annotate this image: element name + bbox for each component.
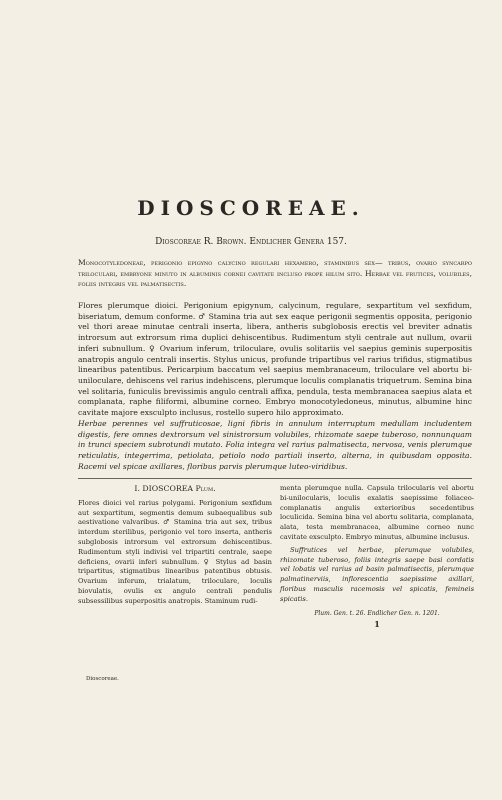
habit-paragraph: Herbae perennes vel suffruticosae, ligni fibris in annulum interruptum medullam includentem digestis, fere omnes dextrorsum vel sinistrorsum volubiles, rhizomate saepe tuberoso, nonnunquam in trunci speciem subrotundi mutato. Folia integra vel rarius palmatisecta, nervosa, venis plerumque reticulatis, integerrima, petiolata, petiolo nodo partiali inserto, alterna, in quibusdam opposita. Racemi vel spicae axillares, floribus parvis plerumque luteo-viridibus. xyxy=(78,419,472,471)
left-column xyxy=(78,484,272,607)
genus-heading: I. DIOSCOREA Plum. xyxy=(134,484,216,493)
left-column-text: Flores dioici vel rarius polygami. Perigonium sexfidum aut sexpartitum, segmentis demum subaequalibus sub aestivatione valvaribus. ♂ Stamina tria aut sex, tribus interdum sterilibus, perigonio vel toro inserta, antheris subglobosis introrsum vel extrorsum dehiscentibus. Rudimentum styli indivisi vel tripartiti centrale, saepe deficiens, ovarii inferi subnullum. ♀ Stylus ad basin tripartitus, stigmatibus linearibus patentibus obtusis. Ovarium inferum, trialatum, triloculare, loculis biovulatis, ovulis ex angulo centrali pendulis subsessilibus superpositis anatropis. Staminum rudi- xyxy=(78,498,272,605)
intro-paragraph: Monocotyledoneae, perigonio epigyno calycino regulari hexamero, staminibus sex— tribus, ovario syncarpo triloculari, embryone minuto in albuminis cornei cavitate incluso prope hilum sito. Herbae vel frutices, volubiles, foliis integris vel palmatisectis. xyxy=(78,258,472,289)
page-number: 1 xyxy=(374,619,380,630)
catchword: Dioscoreae. xyxy=(86,676,119,682)
page-title: DIOSCOREAE. xyxy=(137,196,365,220)
genus-citation: Plum. Gen. t. 26. Endlicher Gen. n. 1201. xyxy=(314,609,440,617)
subtitle: Dioscoreae R. Brown. Endlicher Genera 157. xyxy=(155,237,347,247)
section-divider xyxy=(78,478,472,479)
description-paragraph: Flores plerumque dioici. Perigonium epigynum, calycinum, regulare, sexpartitum vel sexfidum, biseriatum, demum conforme. ♂ Stamina tria aut sex eaque perigonii segmentis opposita, perigonio vel thori areae minutae centrali inserta, libera, antheris subglobosis erectis vel breviter adnatis introrsum aut extrorsum rima duplici dehiscentibus. Rudimentum styli centrale aut nullum, ovarii inferi subnullum. ♀ Ovarium inferum, triloculare, ovulis solitariis vel saepius geminis superpositis anatropis angulo centrali insertis. Stylus unicus, profunde tripartibus vel rarius trifidus, stigmatibus linearibus patentibus. Pericarpium baccatum vel saepius membranaceum, triloculare vel abortu bi-uniloculare, dehiscens vel rarius indehiscens, plerumque loculis complanatis triquetrum. Semina bina vel solitaria, funiculis brevissimis angulo centrali affixa, pendula, testa membranacea saepius alata et complanata, raphe filiformi, albumine corneo. Embryo monocotyledoneus, minutus, albumine hinc cavitate majore exsculpto inclusus, rostello supero hilo approximato. xyxy=(78,301,472,418)
right-column-text-1: menta plerumque nulla. Capsula trilocularis vel abortu bi-unilocularis, loculis exalatis saepissime foliaceo-complanatis angulis exterioribus secedentibus loculicida. Semina bina vel abortu solitaria, complanata, alata, testa membranacea, albumine corneo nunc cavitate exsculpto. Embryo minutus, albumine inclusus. xyxy=(280,484,474,541)
right-column-text-2: Suffrutices vel herbae, plerumque volubiles, rhizomate tuberoso, foliis integris saepe basi cordatis vel lobatis vel rarius ad basin palmatisectis, plerumque palmatinerviis, inflorescentia saepissime axillari, floribus masculis racemosis vel spicatis, femineis spicatis. xyxy=(280,545,474,603)
right-column xyxy=(280,484,474,630)
